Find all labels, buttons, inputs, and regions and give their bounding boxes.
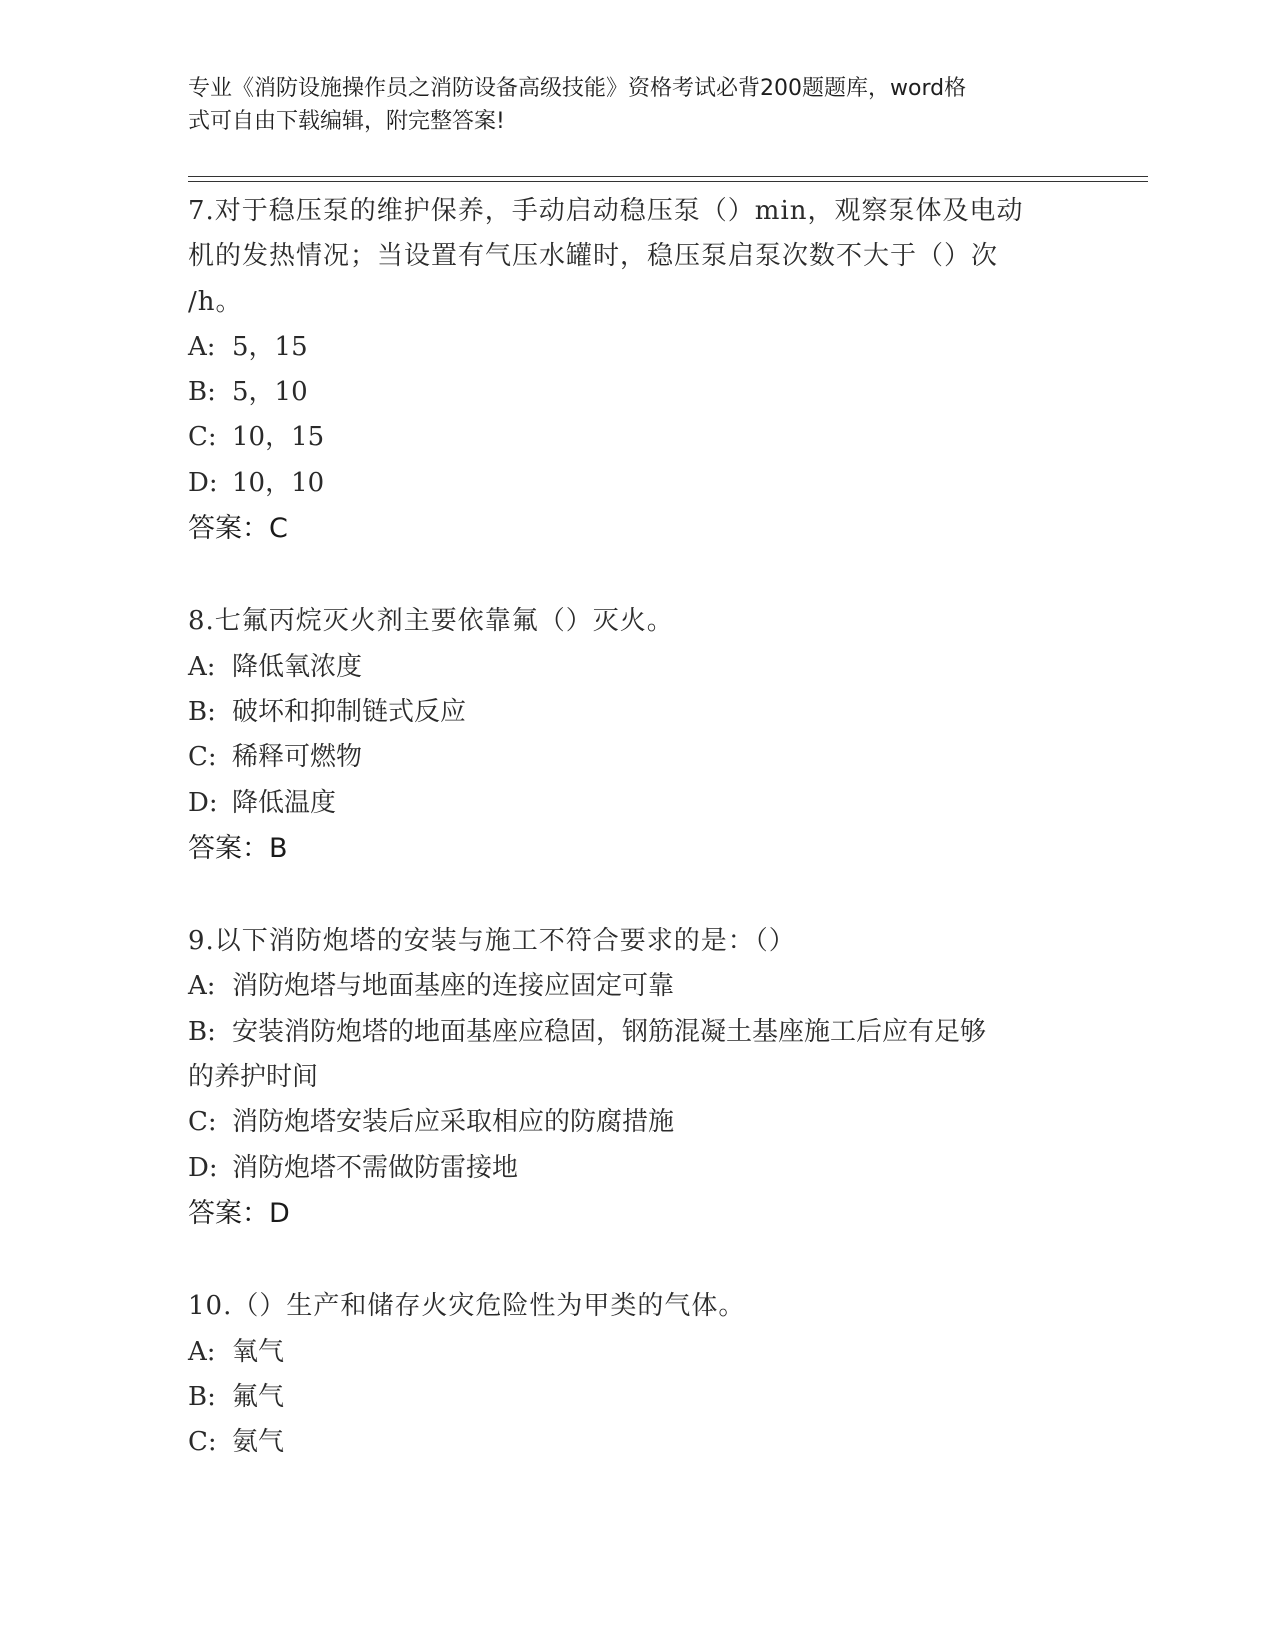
option-c <box>188 1100 1088 1145</box>
option-letter: C: <box>188 1427 217 1458</box>
question-stem: 8.七氟丙烷灭火剂主要依靠氟（）灭火。 <box>188 606 674 637</box>
option-text: 消防炮塔与地面基座的连接应固定可靠 <box>232 971 675 1002</box>
question-7 <box>188 189 1088 551</box>
option-text: 氧气 <box>232 1336 285 1367</box>
question-stem: 9.以下消防炮塔的安装与施工不符合要求的是：（） <box>188 926 796 957</box>
header-divider <box>188 176 1148 177</box>
question-stem: /h。 <box>188 286 243 317</box>
header-line: 专业《消防设施操作员之消防设备高级技能》资格考试必背200题题库，word格 <box>188 76 967 101</box>
option-d <box>188 461 1088 506</box>
option-a <box>188 964 1088 1009</box>
question-stem: 10.（）生产和储存火灾危险性为甲类的气体。 <box>188 1291 746 1322</box>
option-letter: A: <box>188 1336 216 1367</box>
option-letter: D: <box>188 1152 218 1183</box>
option-text: 氟气 <box>232 1381 285 1412</box>
option-letter: D: <box>188 467 218 498</box>
option-letter: C: <box>188 422 217 453</box>
option-text: 消防炮塔安装后应采取相应的防腐措施 <box>232 1107 675 1138</box>
question-9 <box>188 919 1088 1236</box>
header-line: 式可自由下载编辑，附完整答案! <box>188 109 505 134</box>
question-stem: 机的发热情况；当设置有气压水罐时，稳压泵启泵次数不大于（）次 <box>188 241 999 272</box>
option-letter: B: <box>188 1381 216 1412</box>
option-b <box>188 1010 1088 1055</box>
option-text: 10，15 <box>232 422 325 453</box>
option-letter: C: <box>188 742 217 773</box>
option-c <box>188 735 1088 780</box>
option-b <box>188 690 1088 735</box>
option-letter: B: <box>188 696 216 727</box>
option-text: 5，10 <box>232 377 308 408</box>
option-letter: B: <box>188 377 216 408</box>
option-a <box>188 1330 1088 1375</box>
option-d <box>188 1146 1088 1191</box>
option-text: 破坏和抑制链式反应 <box>232 696 467 727</box>
answer-line: 答案：C <box>188 513 288 545</box>
answer-line: 答案：D <box>188 1197 290 1229</box>
option-letter: C: <box>188 1107 217 1138</box>
option-c <box>188 1420 1088 1465</box>
option-letter: D: <box>188 787 218 818</box>
question-stem: 7.对于稳压泵的维护保养，手动启动稳压泵（）min，观察泵体及电动 <box>188 196 1024 226</box>
option-b <box>188 1375 1088 1420</box>
answer-line: 答案：B <box>188 832 288 864</box>
option-letter: A: <box>188 331 216 362</box>
question-list <box>188 189 1088 1513</box>
question-8 <box>188 599 1088 871</box>
question-10 <box>188 1284 1088 1465</box>
option-c <box>188 415 1088 460</box>
option-a <box>188 645 1088 690</box>
option-b-continued: 的养护时间 <box>188 1062 319 1093</box>
option-letter: A: <box>188 651 216 682</box>
option-letter: A: <box>188 971 216 1002</box>
option-text: 氨气 <box>232 1427 285 1458</box>
option-b <box>188 370 1088 415</box>
option-text: 降低温度 <box>232 787 337 818</box>
option-text: 10，10 <box>232 467 325 498</box>
option-text: 稀释可燃物 <box>232 742 363 773</box>
option-text: 降低氧浓度 <box>232 651 363 682</box>
option-text: 消防炮塔不需做防雷接地 <box>232 1152 519 1183</box>
document-header <box>188 72 1068 138</box>
header-divider <box>188 181 1148 182</box>
option-d <box>188 781 1088 826</box>
option-text: 5，15 <box>232 331 308 362</box>
option-a <box>188 325 1088 370</box>
option-letter: B: <box>188 1016 216 1047</box>
option-text: 安装消防炮塔的地面基座应稳固，钢筋混凝土基座施工后应有足够 <box>232 1016 987 1047</box>
